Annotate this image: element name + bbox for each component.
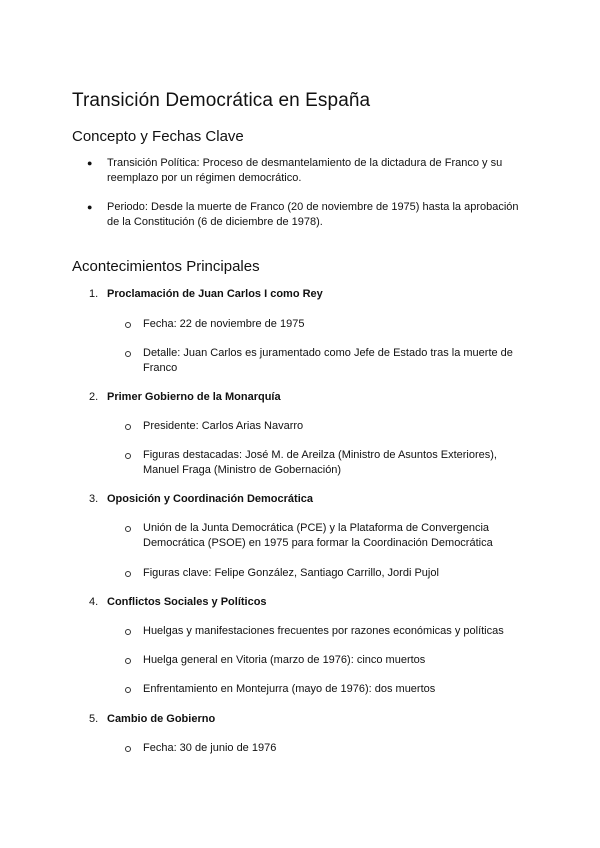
sub-bullet-text: Enfrentamiento en Montejurra (mayo de 1976): dos muertos [143,683,436,695]
numbered-item-title [89,492,527,507]
sub-bullet-text: Unión de la Junta Democrática (PCE) y la Plataforma de Convergencia Democrática (PSOE) en 1975 para formar la Coordinación Democrática [143,522,493,549]
numbered-item-title [89,712,527,727]
list-item [87,156,527,186]
circle-bullet-icon [125,571,131,577]
document-title: Transición Democrática en España [72,90,371,111]
section-heading-acontecimientos: Acontecimientos Principales [72,258,260,275]
item-title: Primer Gobierno de la Monarquía [107,391,281,403]
item-title: Proclamación de Juan Carlos I como Rey [107,288,323,300]
item-number: 4. [89,596,99,608]
item-number: 1. [89,288,99,300]
list-item [143,346,523,376]
sub-bullet-text: Fecha: 30 de junio de 1976 [143,742,277,754]
circle-bullet-icon [125,526,131,532]
item-title: Oposición y Coordinación Democrática [107,493,313,505]
list-item [143,566,523,581]
circle-bullet-icon [125,322,131,328]
circle-bullet-icon [125,351,131,357]
numbered-item-title [89,390,527,405]
list-item [143,624,523,639]
list-item [143,682,523,697]
circle-bullet-icon [125,453,131,459]
item-title: Cambio de Gobierno [107,713,216,725]
list-item [87,200,527,230]
item-title: Conflictos Sociales y Políticos [107,596,267,608]
circle-bullet-icon [125,658,131,664]
numbered-item-title [89,595,527,610]
circle-bullet-icon [125,746,131,752]
bullet-text: Periodo: Desde la muerte de Franco (20 de noviembre de 1975) hasta la aprobación de la Constitución (6 de diciembre de 1978). [107,201,519,228]
circle-bullet-icon [125,687,131,693]
circle-bullet-icon [125,424,131,430]
bullet-text: Transición Política: Proceso de desmantelamiento de la dictadura de Franco y su reemplazo por un régimen democrático. [107,157,503,184]
list-item [143,317,523,332]
list-item [143,448,523,478]
sub-bullet-text: Figuras destacadas: José M. de Areilza (Ministro de Asuntos Exteriores), Manuel Fraga (Ministro de Gobernación) [143,449,497,476]
circle-bullet-icon [125,629,131,635]
item-number: 2. [89,391,99,403]
item-number: 3. [89,493,99,505]
list-item [143,521,523,551]
list-item [143,653,523,668]
list-item [143,741,523,756]
sub-bullet-text: Huelga general en Vitoria (marzo de 1976): cinco muertos [143,654,426,666]
sub-bullet-text: Presidente: Carlos Arias Navarro [143,420,304,432]
sub-bullet-text: Figuras clave: Felipe González, Santiago Carrillo, Jordi Pujol [143,567,439,579]
item-number: 5. [89,713,99,725]
list-item [143,419,523,434]
sub-bullet-text: Detalle: Juan Carlos es juramentado como Jefe de Estado tras la muerte de Franco [143,347,513,374]
bullet-icon: ● [87,158,93,168]
section-heading-concepto: Concepto y Fechas Clave [72,128,244,145]
numbered-item-title [89,287,527,302]
sub-bullet-text: Fecha: 22 de noviembre de 1975 [143,318,305,330]
bullet-icon: ● [87,202,93,212]
sub-bullet-text: Huelgas y manifestaciones frecuentes por razones económicas y políticas [143,625,504,637]
